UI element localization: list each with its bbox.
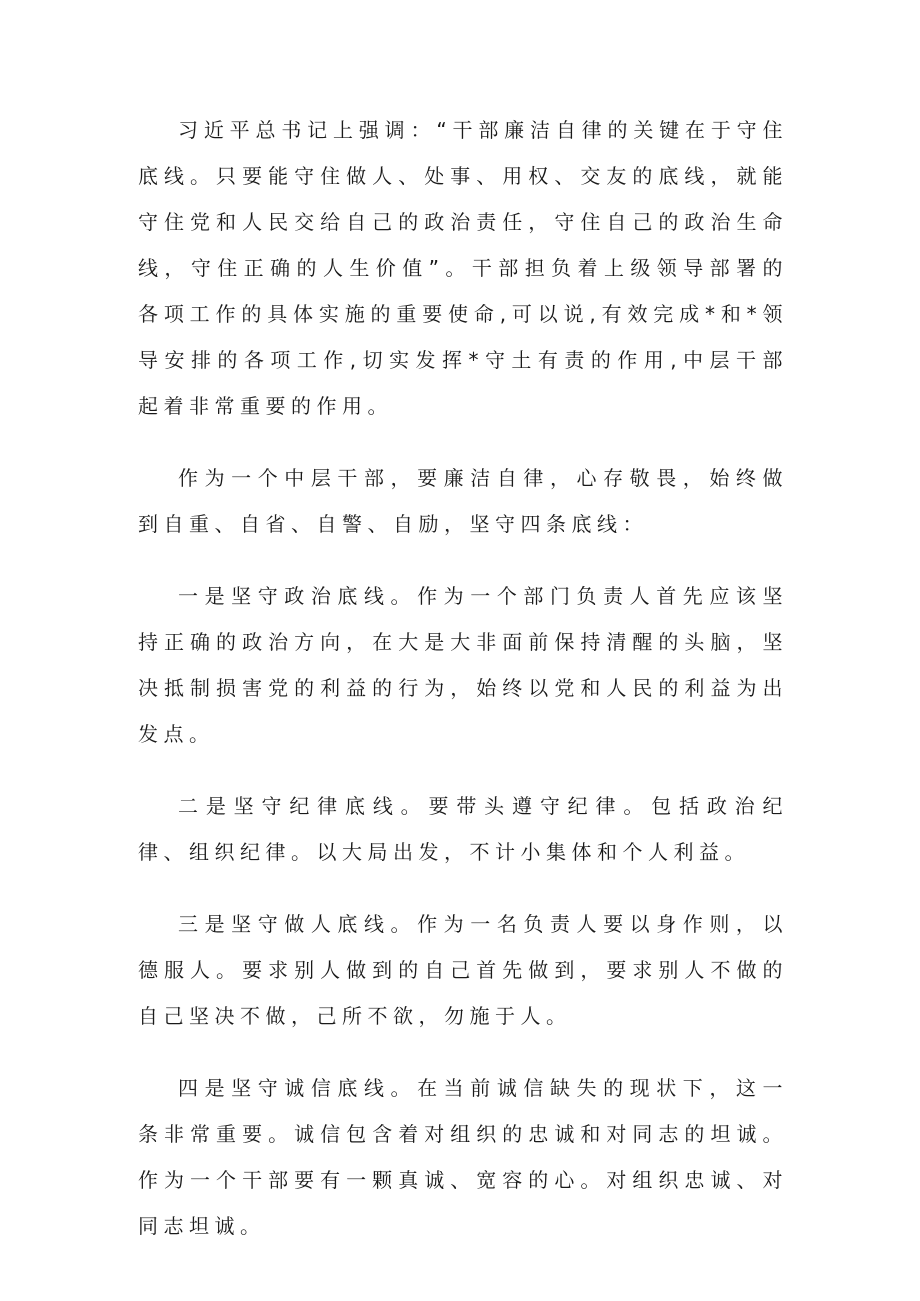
paragraph-personal-bottom-line: 三是坚守做人底线。作为一名负责人要以身作则，以德服人。要求别人做到的自己首先做到，要求别人不做的自己坚决不做，己所不欲，勿施于人。 [138,912,788,1028]
document-page [138,107,788,1275]
paragraph-four-bottom-lines: 作为一个中层干部，要廉洁自律，心存敬畏，始终做到自重、自省、自警、自励，坚守四条底线： [138,466,788,536]
paragraph-discipline-bottom-line: 二是坚守纪律底线。要带头遵守纪律。包括政治纪律、组织纪律。以大局出发，不计小集体和个人利益。 [138,794,788,864]
paragraph-political-bottom-line: 一是坚守政治底线。作为一个部门负责人首先应该坚持正确的政治方向，在大是大非面前保持清醒的头脑，坚决抵制损害党的利益的行为，始终以党和人民的利益为出发点。 [138,584,788,746]
paragraph-intro: 习近平总书记上强调：“干部廉洁自律的关键在于守住底线。只要能守住做人、处事、用权、交友的底线，就能守住党和人民交给自己的政治责任，守住自己的政治生命线，守住正确的人生价值”。干部担负着上级领导部署的各项工作的具体实施的重要使命,可以说,有效完成*和*领导安排的各项工作,切实发挥*守土有责的作用,中层干部起着非常重要的作用。 [138,118,788,418]
paragraph-integrity-bottom-line: 四是坚守诚信底线。在当前诚信缺失的现状下，这一条非常重要。诚信包含着对组织的忠诚和对同志的坦诚。作为一个干部要有一颗真诚、宽容的心。对组织忠诚、对同志坦诚。 [138,1076,788,1238]
